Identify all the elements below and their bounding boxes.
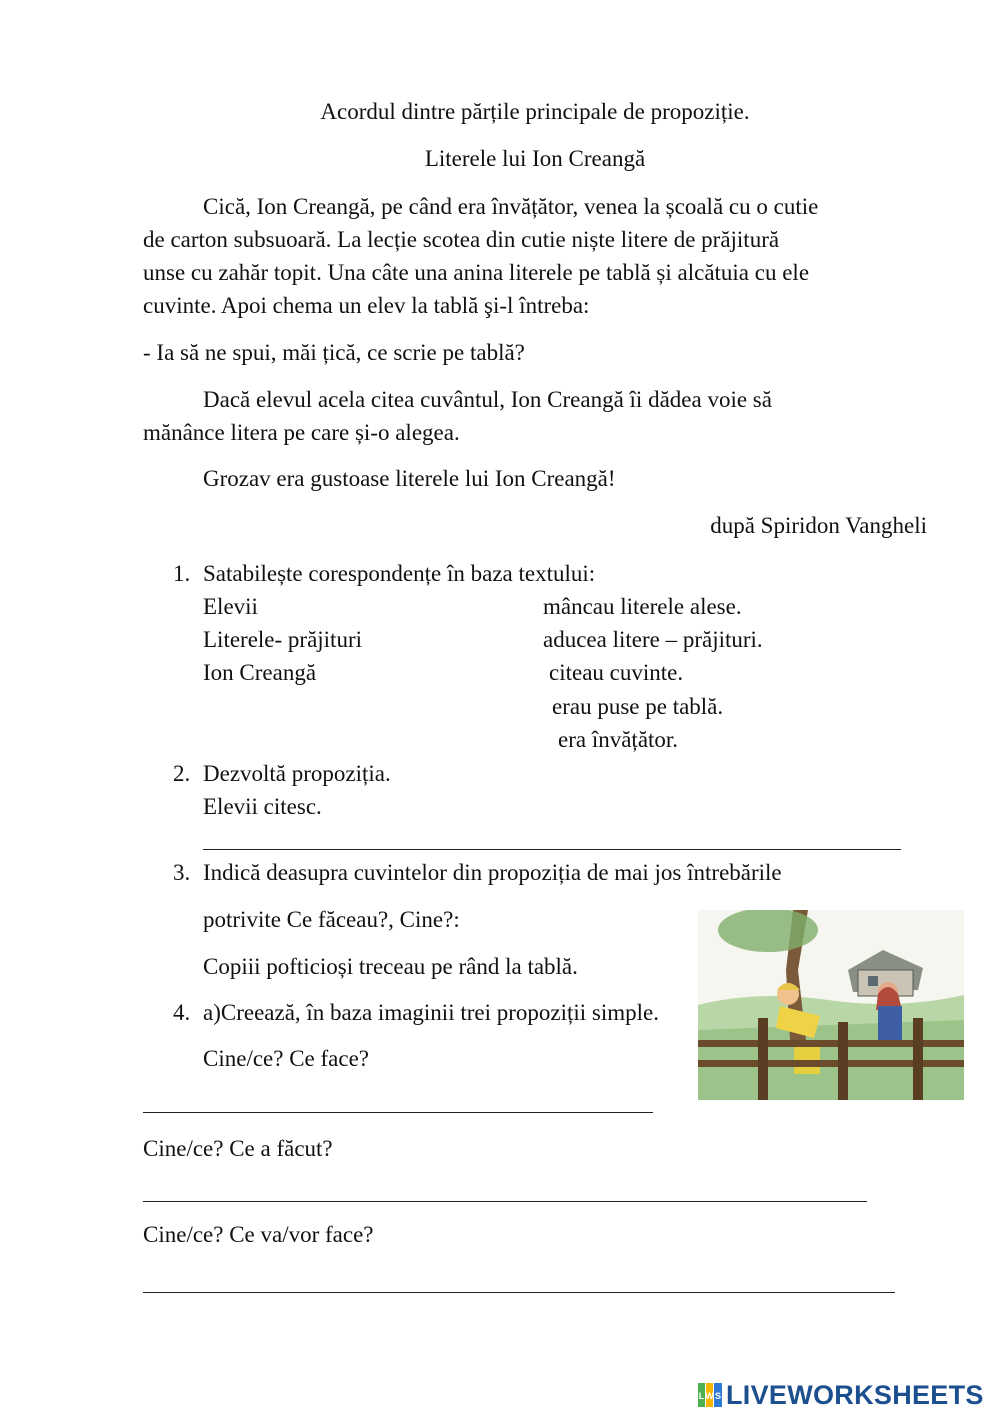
paragraph2-line1: Dacă elevul acela citea cuvântul, Ion Creangă îi dădea voie să [203, 387, 772, 412]
story-illustration [698, 910, 964, 1100]
exercise3-sentence[interactable]: Copiii pofticioși treceau pe rând la tablă. [203, 954, 578, 979]
illustration-drawing [698, 910, 964, 1100]
liveworksheets-logo-icon [698, 1383, 722, 1407]
exercise4-number: 4. [173, 1000, 191, 1025]
exercise4-question2: Cine/ce? Ce a făcut? [143, 1136, 333, 1161]
story-title: Literele lui Ion Creangă [424, 146, 646, 171]
paragraph2-line2: mănânce litera pe care și-o alegea. [143, 420, 460, 445]
exercise4-answer-line3[interactable] [143, 1292, 895, 1293]
dialogue-line: - Ia să ne spui, măi țică, ce scrie pe tablă? [143, 340, 525, 365]
match-right-item[interactable]: mâncau literele alese. [543, 594, 742, 619]
match-left-item[interactable]: Elevii [203, 594, 258, 619]
liveworksheets-logo[interactable] [698, 1380, 984, 1410]
exercise4-prompt: a)Creează, în baza imaginii trei propoziții simple. [203, 1000, 659, 1025]
paragraph1-line3: unse cu zahăr topit. Una câte una anina literele pe tablă și alcătuia cu ele [143, 260, 810, 285]
logo-mark-letter-w: W [705, 1391, 714, 1401]
liveworksheets-logo-text: LIVEWORKSHEETS [726, 1379, 984, 1410]
paragraph3: Grozav era gustoase literele lui Ion Creangă! [203, 466, 616, 491]
exercise3-prompt: Indică deasupra cuvintelor din propoziția de mai jos întrebările [203, 860, 782, 885]
match-left-item[interactable]: Ion Creangă [203, 660, 317, 685]
exercise2-sentence: Elevii citesc. [203, 794, 322, 819]
paragraph1-line4: cuvinte. Apoi chema un elev la tablă şi-l întreba: [143, 293, 590, 318]
match-right-item[interactable]: citeau cuvinte. [549, 660, 684, 685]
match-right-item[interactable]: aducea litere – prăjituri. [543, 627, 763, 652]
author-credit: după Spiridon Vangheli [710, 513, 927, 538]
logo-mark-letter-s: S [714, 1391, 722, 1401]
exercise1-number: 1. [173, 561, 191, 586]
exercise4-question1: Cine/ce? Ce face? [203, 1046, 369, 1071]
exercise1-prompt: Satabilește corespondențe în baza textului: [203, 561, 596, 586]
match-left-item[interactable]: Literele- prăjituri [203, 627, 363, 652]
exercise2-answer-line[interactable] [203, 849, 901, 850]
logo-mark-letter-l: L [698, 1391, 705, 1401]
paragraph1-line2: de carton subsuoară. La lecție scotea din cutie niște litere de prăjitură [143, 227, 780, 252]
exercise4-answer-line2[interactable] [143, 1201, 867, 1202]
match-right-item[interactable]: era învățător. [558, 727, 679, 752]
exercise2-number: 2. [173, 761, 191, 786]
exercise2-prompt: Dezvoltă propoziția. [203, 761, 391, 786]
paragraph1-line1: Cică, Ion Creangă, pe când era învățător, venea la școală cu o cutie [203, 194, 819, 219]
exercise4-answer-line1[interactable] [143, 1112, 653, 1113]
exercise4-question3: Cine/ce? Ce va/vor face? [143, 1222, 374, 1247]
match-right-item[interactable]: erau puse pe tablă. [552, 694, 724, 719]
page-title: Acordul dintre părțile principale de propoziție. [320, 99, 750, 124]
exercise3-number: 3. [173, 860, 191, 885]
exercise3-prompt-cont: potrivite Ce făceau?, Cine?: [203, 907, 460, 932]
